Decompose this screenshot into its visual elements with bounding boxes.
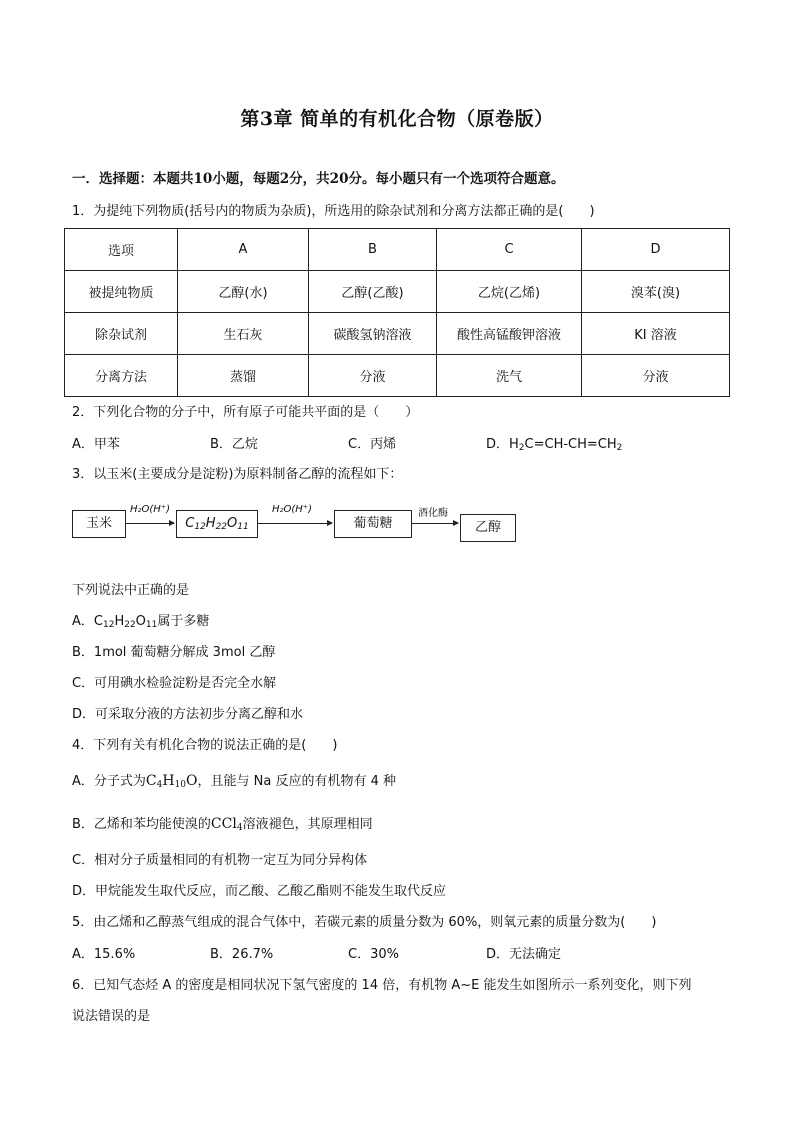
q3-a-o: O <box>135 614 146 629</box>
q3-a-sub3: 11 <box>145 620 158 630</box>
q3-option-b: B．1mol 葡萄糖分解成 3mol 乙醇 <box>72 645 276 660</box>
box2-h-sub: 22 <box>215 522 228 532</box>
q4-option-a <box>72 772 396 791</box>
table-cell: C <box>437 229 582 271</box>
q4-a-h: H <box>162 773 175 789</box>
q3-a-pre: A．C <box>72 614 103 629</box>
q3-a-sub2: 22 <box>124 620 136 630</box>
table-cell: KI 溶液 <box>582 313 730 355</box>
table-cell: 被提纯物质 <box>65 271 178 313</box>
q2-option-a: A．甲苯 <box>72 437 120 452</box>
table-cell: 生石灰 <box>178 313 309 355</box>
section-heading: 一．选择题：本题共10小题，每题2分，共20分。每小题只有一个选项符合题意。 <box>72 171 565 187</box>
flow-box-corn: 玉米 <box>72 510 126 538</box>
question-3-stem: 3．以玉米(主要成分是淀粉)为原料制备乙醇的流程如下： <box>72 467 403 482</box>
table-cell: 分液 <box>582 355 730 397</box>
q4-a-o: O <box>186 773 198 789</box>
q4-option-d: D．甲烷能发生取代反应，而乙酸、乙酸乙酯则不能发生取代反应 <box>72 884 447 899</box>
box2-h: H <box>205 516 216 531</box>
q4-b-sub: 4 <box>236 823 243 833</box>
flow-arrow3-label: 酒化酶 <box>418 508 448 519</box>
table-cell: 除杂试剂 <box>65 313 178 355</box>
q2-option-c: C．丙烯 <box>348 437 397 452</box>
q3-option-d: D．可采取分液的方法初步分离乙醇和水 <box>72 707 304 722</box>
table-row <box>65 271 730 313</box>
q2-option-b: B．乙烷 <box>210 437 258 452</box>
question-6-stem-line2: 说法错误的是 <box>72 1009 151 1024</box>
q4-b-ccl: CCl <box>210 816 237 832</box>
table-cell: 蒸馏 <box>178 355 309 397</box>
flow-arrow1-label: H₂O(H⁺) <box>130 504 170 515</box>
table-cell: 碳酸氢钠溶液 <box>309 313 437 355</box>
box2-o: O <box>227 516 238 531</box>
q4-a-formula <box>146 773 198 789</box>
q2-d-sub1: 2 <box>518 443 525 453</box>
table-cell: A <box>178 229 309 271</box>
q4-b-post: 溶液褪色，其原理相同 <box>242 817 373 832</box>
q3-option-c: C．可用碘水检验淀粉是否完全水解 <box>72 676 277 691</box>
q2-option-d <box>486 436 622 454</box>
table-cell: 酸性高锰酸钾溶液 <box>437 313 582 355</box>
q5-option-a: A．15.6% <box>72 947 136 962</box>
flow-arrow-2 <box>258 523 332 524</box>
q4-a-c: C <box>145 773 157 789</box>
box2-c-sub: 12 <box>194 522 206 532</box>
table-cell: 洗气 <box>437 355 582 397</box>
q3-a-sub1: 12 <box>102 620 115 630</box>
question-6-stem-line1: 6．已知气态烃 A 的密度是相同状况下氢气密度的 14 倍，有机物 A~E 能发生如图所示一系列变化，则下列 <box>72 978 692 993</box>
q2-d-prefix: D．H <box>486 437 519 452</box>
table-row <box>65 313 730 355</box>
box2-c: C <box>185 516 195 531</box>
q5-option-d: D．无法确定 <box>486 947 562 962</box>
flow-arrow-1 <box>126 523 174 524</box>
q4-b-pre: B．乙烯和苯均能使溴的 <box>72 817 211 832</box>
q4-a-sub1: 4 <box>156 780 163 790</box>
q4-option-b <box>72 815 373 834</box>
process-flow-diagram <box>72 506 532 542</box>
purification-table <box>64 228 730 397</box>
table-cell: 选项 <box>65 229 178 271</box>
box2-o-sub: 11 <box>237 522 249 532</box>
question-4-stem: 4．下列有关有机化合物的说法正确的是( ) <box>72 738 338 753</box>
q2-d-mid: C=CH-CH=CH <box>524 437 617 452</box>
table-cell: D <box>582 229 730 271</box>
flow-box-ethanol: 乙醇 <box>460 514 516 542</box>
table-row <box>65 355 730 397</box>
table-cell: 分离方法 <box>65 355 178 397</box>
q5-option-c: C．30% <box>348 947 399 962</box>
q4-option-c: C．相对分子质量相同的有机物一定互为同分异构体 <box>72 853 368 868</box>
table-cell: 分液 <box>309 355 437 397</box>
flow-arrow2-label: H₂O(H⁺) <box>272 504 312 515</box>
flow-arrow-3 <box>412 523 458 524</box>
q5-option-b: B．26.7% <box>210 947 274 962</box>
q3-a-post: 属于多糖 <box>157 614 210 629</box>
question-3-lead: 下列说法中正确的是 <box>72 583 190 598</box>
q4-a-post: ，且能与 Na 反应的有机物有 4 种 <box>197 774 397 789</box>
table-row <box>65 229 730 271</box>
table-cell: 乙烷(乙烯) <box>437 271 582 313</box>
table-cell: 乙醇(乙酸) <box>309 271 437 313</box>
flow-box-glucose: 葡萄糖 <box>334 510 412 538</box>
q4-a-sub2: 10 <box>174 780 187 790</box>
q3-option-a <box>72 613 209 631</box>
q2-d-sub2: 2 <box>616 443 623 453</box>
question-1-stem: 1．为提纯下列物质(括号内的物质为杂质)，所选用的除杂试剂和分离方法都正确的是( ) <box>72 204 595 219</box>
table-cell: B <box>309 229 437 271</box>
question-5-stem: 5．由乙烯和乙醇蒸气组成的混合气体中，若碳元素的质量分数为 60%，则氧元素的质量分数为( ) <box>72 915 657 930</box>
q4-b-formula <box>211 816 243 832</box>
question-2-stem: 2．下列化合物的分子中，所有原子可能共平面的是（ ） <box>72 405 419 420</box>
page-title: 第3章 简单的有机化合物（原卷版） <box>240 108 554 130</box>
flow-box-disaccharide <box>176 510 258 538</box>
table-cell: 溴苯(溴) <box>582 271 730 313</box>
table-cell: 乙醇(水) <box>178 271 309 313</box>
q4-a-pre: A．分子式为 <box>72 774 146 789</box>
q3-a-h: H <box>114 614 125 629</box>
